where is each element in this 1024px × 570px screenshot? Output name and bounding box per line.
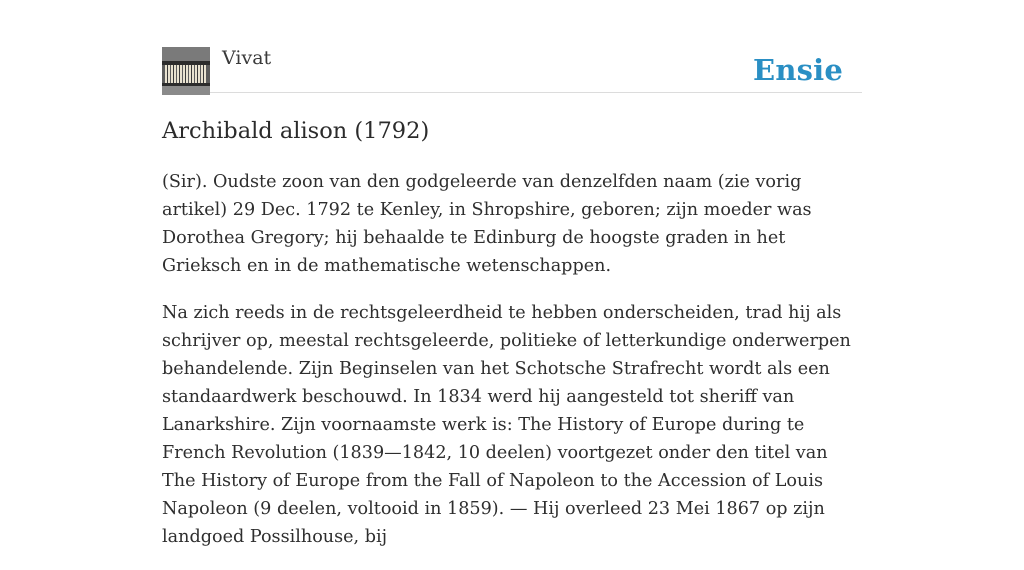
- article-title: Archibald alison (1792): [162, 118, 430, 144]
- article-paragraph: Na zich reeds in de rechtsgeleerdheid te hebben onderscheiden, trad hij als schrijver op, meestal rechtsgeleerde, politieke of letterkundige onderwerpen behandelende. Zijn Beginselen van het Schotsche Strafrecht wordt als een standaardwerk beschouwd. In 1834 werd hij aangesteld tot sheriff van Lanarkshire. Zijn voornaamste werk is: The History of Europe during te French Revolution (1839—1842, 10 deelen) voortgezet onder den titel van The History of Europe from the Fall of Napoleon to the Accession of Louis Napoleon (9 deelen, voltooid in 1859). — Hij overleed 23 Mei 1867 op zijn landgoed Possilhouse, bij: [162, 303, 851, 547]
- article-paragraph: (Sir). Oudste zoon van den godgeleerde van denzelfden naam (zie vorig artikel) 29 Dec. 1792 te Kenley, in Shropshire, geboren; zijn moeder was Dorothea Gregory; hij behaalde te Edinburg de hoogste graden in het Grieksch en in de mathematische wetenschappen.: [162, 172, 812, 276]
- article-body: [162, 168, 862, 570]
- article-header: [162, 46, 862, 93]
- article-page: [162, 0, 862, 547]
- author-avatar[interactable]: [162, 47, 210, 95]
- site-logo[interactable]: Ensie: [753, 53, 843, 87]
- bookshelf-avatar-icon: [162, 47, 210, 95]
- author-name[interactable]: Vivat: [222, 47, 272, 69]
